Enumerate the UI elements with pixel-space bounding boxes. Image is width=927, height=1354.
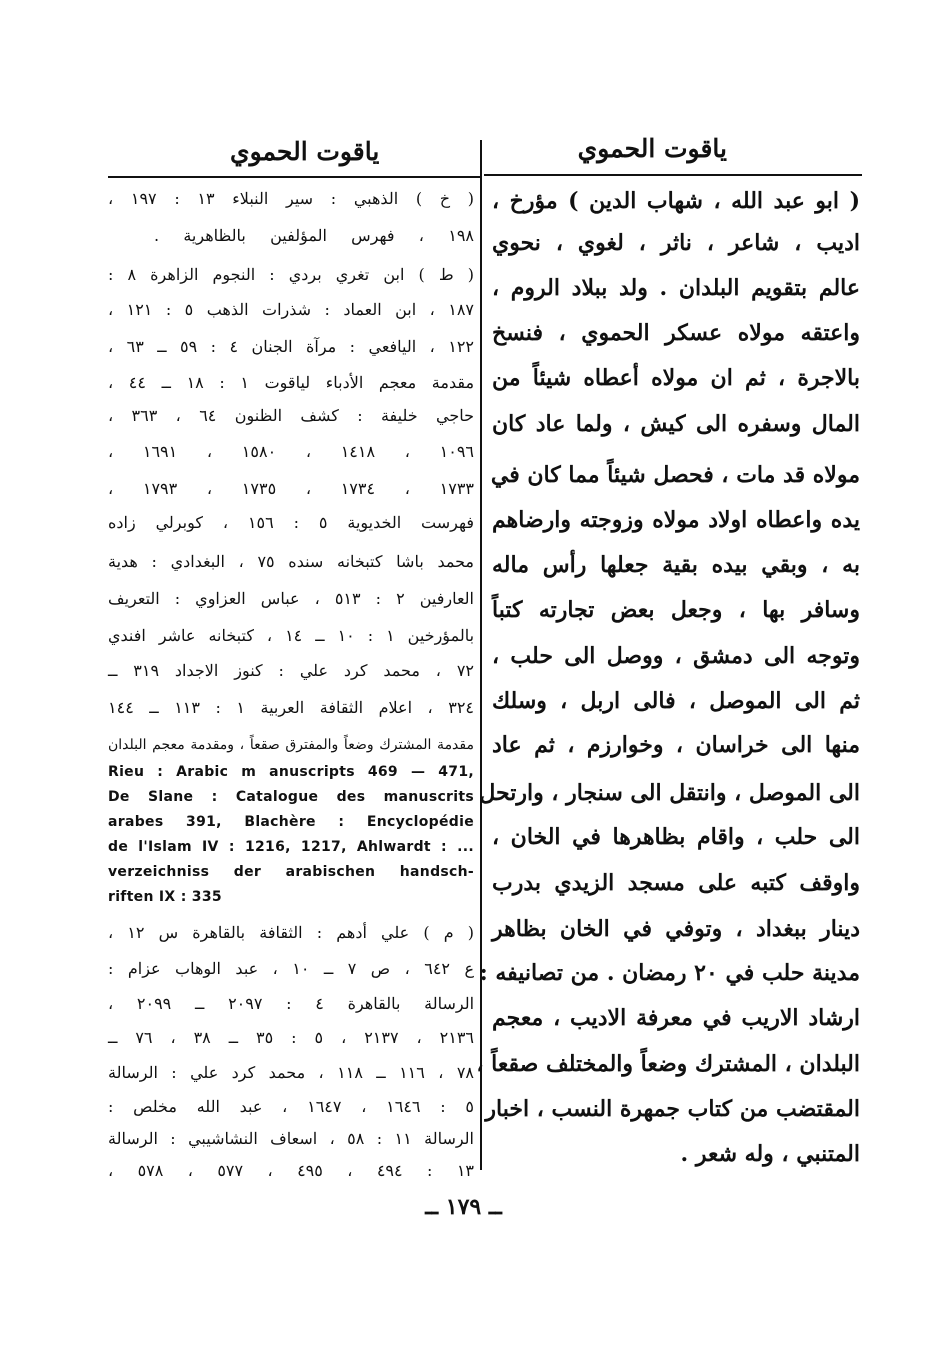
biography-line: عالم بتقويم البلدان . ولد ببلاد الروم ، xyxy=(492,275,860,301)
source-line: العارفين ٢ : ٥١٣ ، عباس العزاوي : التعريف xyxy=(108,589,474,608)
source-line: بالمؤرخين ١ : ١٠ ــ ١٤ ، كتبخانه عاشر افندي xyxy=(108,626,475,645)
biography-line: واعتقه مولاه عسكر الحموي ، فنسخ xyxy=(492,320,860,346)
source-line: ( خ ) الذهبي : سير النبلاء ١٣ : ١٩٧ ، xyxy=(108,189,475,208)
source-line: ( م ) علي أدهم : الثقافة بالقاهرة س ١٢ ، xyxy=(108,923,474,942)
source-line: ٧٢ ، محمد كرد علي : كنوز الاجداد ٣١٩ ــ xyxy=(108,661,475,680)
latin-reference-line: De Slane : Catalogue des manuscrits xyxy=(108,789,474,805)
latin-reference-line: arabes 391, Blachère : Encyclopédie xyxy=(108,814,474,830)
right-column-header: ياقوت الحموي xyxy=(577,134,727,163)
source-line: مقدمة معجم الأدباء لياقوت ١ : ١٨ ــ ٤٤ ، xyxy=(108,373,475,392)
column-divider xyxy=(480,140,482,1170)
right-column-body xyxy=(476,0,860,1354)
biography-line: المقتضب من كتاب جمهرة النسب ، اخبار xyxy=(485,1096,860,1122)
biography-line: مدينة حلب في ٢٠ رمضان . من تصانيفه : xyxy=(479,960,860,986)
source-line: محمد باشا كتبخانه سنده ٧٥ ، البغدادي : هدية xyxy=(108,552,474,571)
source-line: ٣٢٤ ، اعلام الثقافة العربية ١ : ١١٣ ــ ١٤٤ xyxy=(108,698,475,717)
biography-line: مولاه قد مات ، فحصل شيئاً مما كان في xyxy=(490,462,860,488)
biography-line: وسافر بها ، وجعل بعض تجارته كتباً xyxy=(492,597,860,623)
biography-line: اديب ، شاعر ، ناثر ، لغوي ، نحوي xyxy=(492,230,860,256)
biography-line: المتنبي ، وله شعر . xyxy=(680,1141,860,1167)
source-line: مقدمة المشترك وضعاً والمفترق صقعاً ، ومقدمة معجم البلدان xyxy=(108,737,474,753)
source-line: ١٣ : ٤٩٤ ، ٤٩٥ ، ٥٧٧ ، ٥٧٨ ، xyxy=(108,1161,474,1180)
biography-line: منها الى خراسان ، وخوارزم ، ثم عاد xyxy=(492,732,860,758)
biography-line: الى حلب ، واقام بظاهرها في الخان ، xyxy=(492,824,860,850)
source-line: ٧٨ ، ١١٦ ــ ١١٨ ، محمد كرد علي : الرسالة xyxy=(108,1063,475,1082)
latin-reference-line: Rieu : Arabic m anuscripts 469 — 471, xyxy=(108,764,474,780)
source-line: ( ط ) ابن تغري بردي : النجوم الزاهرة ٨ : xyxy=(108,265,474,284)
left-column-header: ياقوت الحموي xyxy=(230,137,380,166)
left-column-body xyxy=(108,0,474,1354)
source-line: ٥ : ١٦٤٦ ، ١٦٤٧ ، عبد الله مخلص : xyxy=(108,1097,475,1116)
source-line: ١٢٢ ، اليافعي : مرآة الجنان ٤ : ٥٩ ــ ٦٣ ، xyxy=(108,337,475,356)
biography-line: وتوجه الى دمشق ، ووصل الى حلب ، xyxy=(492,643,860,669)
source-line: ١٠٩٦ ، ١٤١٨ ، ١٥٨٠ ، ١٦٩١ ، xyxy=(108,442,474,461)
biography-line: واوقف كتبه على مسجد الزيدي بدرب xyxy=(492,870,860,896)
source-line: ٢١٣٦ ، ٢١٣٧ ، ٥ : ٣٥ ــ ٣٨ ، ٧٦ ــ xyxy=(108,1028,474,1047)
biography-line: به ، وبقي بيده بقية جعلها رأس ماله xyxy=(492,552,860,578)
page-number: ــ ١٧٩ ــ xyxy=(425,1194,502,1220)
source-line: الرسالة ١١ : ٥٨ ، اسعاف النشاشيبي : الرسالة xyxy=(108,1129,474,1148)
latin-reference-line: riften IX : 335 xyxy=(108,889,222,905)
source-line: ١٨٧ ، ابن العماد : شذرات الذهب ٥ : ١٢١ ، xyxy=(108,300,474,319)
latin-reference-line: de l'Islam IV : 1216, 1217, Ahlwardt : ... xyxy=(108,839,474,855)
source-line: ١٩٨ ، فهرس المؤلفين بالظاهرية . xyxy=(154,226,474,245)
biography-line: دينار ببغداد ، وتوفي في الخان بظاهر xyxy=(492,916,860,942)
biography-line: البلدان ، المشترك وضعاً والمختلف صقعاً ، xyxy=(476,1051,860,1077)
biography-line: يده واعطاه اولاد مولاه وزوجته وارضاهم xyxy=(492,507,860,533)
biography-line: ثم الى الموصل ، فالى اربل ، وسلك xyxy=(492,688,860,714)
latin-reference-line: verzeichniss der arabischen handsch- xyxy=(108,864,474,880)
source-line: ١٧٣٣ ، ١٧٣٤ ، ١٧٣٥ ، ١٧٩٣ ، xyxy=(108,479,474,498)
source-line: فهرست الخديوية ٥ : ١٥٦ ، كوبرلي زاده xyxy=(108,513,475,532)
biography-line: ( ابو عبد الله ، شهاب الدين ) مؤرخ ، xyxy=(492,188,860,214)
biography-line: المال وسفره الى كيش ، ولما عاد كان xyxy=(492,411,860,437)
biography-line: ارشاد الاريب في معرفة الاديب ، معجم xyxy=(492,1005,860,1031)
source-line: ع ٦٤٢ ، ص ٧ ــ ١٠ ، عبد الوهاب عزام : xyxy=(108,959,474,978)
source-line: الرسالة بالقاهرة ٤ : ٢٠٩٧ ــ ٢٠٩٩ ، xyxy=(108,994,475,1013)
source-line: حاجي خليفة : كشف الظنون ٦٤ ، ٣٦٣ ، xyxy=(108,406,474,425)
biography-line: الى الموصل ، وانتقل الى سنجار ، وارتحل xyxy=(479,780,860,806)
biography-line: بالاجرة ، ثم ان مولاه أعطاه شيئاً من xyxy=(492,365,860,391)
